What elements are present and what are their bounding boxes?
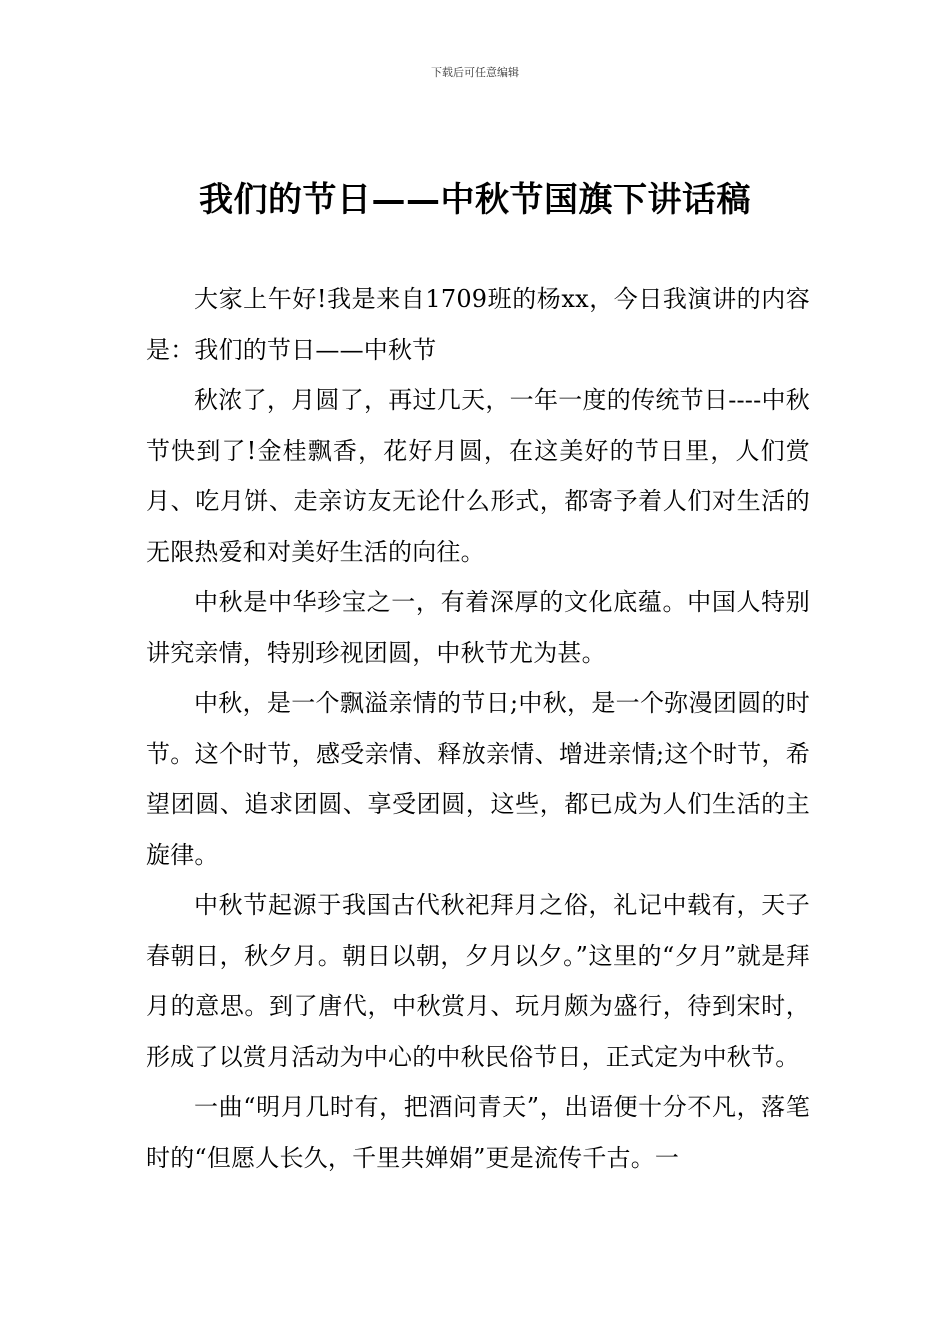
paragraph-reunion: 中秋，是一个飘溢亲情的节日;中秋，是一个弥漫团圆的时节。这个时节，感受亲情、释放亲情、增进亲情;这个时节，希望团圆、追求团圆、享受团圆，这些，都已成为人们生活的主旋律。 <box>146 689 810 869</box>
paragraph-origin: 中秋节起源于我国古代秋祀拜月之俗，礼记中载有，天子春朝日，秋夕月。朝日以朝，夕月以夕。”这里的“夕月”就是拜月的意思。到了唐代，中秋赏月、玩月颇为盛行，待到宋时，形成了以赏月活动为中心的中秋民俗节日，正式定为中秋节。 <box>146 891 810 1071</box>
paragraph-culture: 中秋是中华珍宝之一，有着深厚的文化底蕴。中国人特别讲究亲情，特别珍视团圆，中秋节尤为甚。 <box>146 588 810 667</box>
document-title: 我们的节日——中秋节国旗下讲话稿 <box>199 180 751 220</box>
paragraph-poem: 一曲“明月几时有，把酒问青天”，出语便十分不凡，落笔时的“但愿人长久，千里共婵娟”更是流传千古。一 <box>146 1093 810 1172</box>
paragraph-greeting: 大家上午好!我是来自1709班的杨xx，今日我演讲的内容是：我们的节日——中秋节 <box>146 285 810 364</box>
header-note: 下载后可任意编辑 <box>431 66 519 79</box>
paragraph-autumn: 秋浓了，月圆了，再过几天，一年一度的传统节日----中秋节快到了!金桂飘香，花好月圆，在这美好的节日里，人们赏月、吃月饼、走亲访友无论什么形式，都寄予着人们对生活的无限热爱和对美好生活的向往。 <box>146 386 810 566</box>
document-body <box>146 274 810 1183</box>
